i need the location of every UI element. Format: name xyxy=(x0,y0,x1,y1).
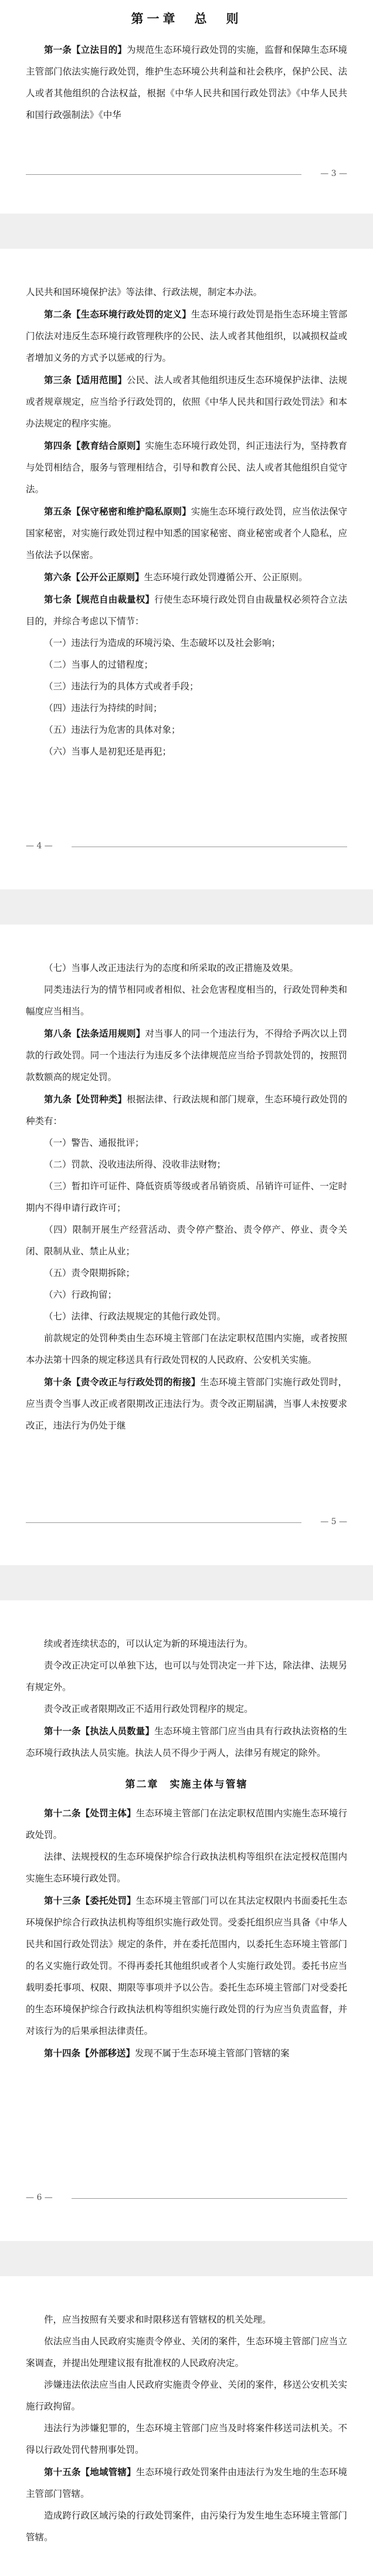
article-text: 责令改正或者限期改正不适用行政处罚程序的规定。 xyxy=(44,1704,253,1714)
article-paragraph xyxy=(26,588,347,632)
body-paragraph xyxy=(26,2418,347,2461)
chapter-title: 第一章 总 则 xyxy=(131,11,242,26)
article-text: （六）当事人是初犯还是再犯； xyxy=(44,746,172,757)
body-paragraph xyxy=(26,1306,347,1328)
article-paragraph xyxy=(26,1371,347,1437)
article-paragraph xyxy=(26,1720,347,1764)
article-heading: 第三条【适用范围】 xyxy=(44,374,127,385)
article-text: （四）限制开展生产经营活动、责令停产整治、责令停产、停业、责令关闭、限制从业、禁止从业； xyxy=(26,1224,347,1257)
article-heading: 第十五条【地域管辖】 xyxy=(44,2466,136,2477)
article-text: （三）违法行为的具体方式或者手段； xyxy=(44,681,199,692)
page-body xyxy=(26,282,347,763)
article-paragraph xyxy=(26,1802,347,1846)
body-paragraph xyxy=(26,2374,347,2418)
document-page-3 xyxy=(0,925,373,1565)
article-text: 实施生态环境行政处罚，应当依法保守国家秘密，对实施行政处罚过程中知悉的国家秘密、商业秘密或者个人隐私，应当依法予以保密。 xyxy=(26,506,347,560)
article-paragraph xyxy=(26,1023,347,1088)
page-body xyxy=(26,1633,347,1764)
document-page-4 xyxy=(0,1600,373,2241)
article-text: 生态环境行政处罚是指生态环境主管部门依法对违反生态环境行政管理秩序的公民、法人或者其他组织，以减损权益或者增加义务的方式予以惩戒的行为。 xyxy=(26,309,347,363)
article-heading: 第一条【立法目的】 xyxy=(44,44,127,55)
article-heading: 第六条【公开公正原则】 xyxy=(44,571,144,583)
article-paragraph xyxy=(26,1890,347,2042)
page-number: — 4 — xyxy=(26,841,53,851)
body-paragraph xyxy=(26,698,347,719)
article-heading: 第十一条【执法人员数量】 xyxy=(44,1725,155,1736)
body-paragraph xyxy=(26,1284,347,1306)
article-heading: 第十条【责令改正与行政处罚的衔接】 xyxy=(44,1376,201,1387)
body-paragraph xyxy=(26,282,347,303)
article-text: （一）警告、通报批评； xyxy=(44,1138,144,1148)
article-text: 公民、法人或者其他组织违反生态环境保护法律、法规或者规章规定，应当给予行政处罚的，依照《中华人民共和国行政处罚法》和本办法规定的程序实施。 xyxy=(26,375,347,429)
article-heading: 第二条【生态环境行政处罚的定义】 xyxy=(44,309,191,320)
body-paragraph xyxy=(26,632,347,654)
article-text: （四）违法行为持续的时间； xyxy=(44,703,162,713)
article-text: 同类违法行为的情节相同或者相似、社会危害程度相当的，行政处罚种类和幅度应当相当。 xyxy=(26,984,347,1017)
article-text: 人民共和国环境保护法》等法律、行政法规，制定本办法。 xyxy=(26,287,263,297)
article-paragraph xyxy=(26,369,347,435)
document-page-1 xyxy=(0,0,373,214)
body-paragraph xyxy=(26,979,347,1023)
page-number: — 5 — xyxy=(320,1517,347,1526)
article-text: 对当事人的同一个违法行为，不得给予两次以上罚款的行政处罚。同一个违法行为违反多个法律规范应当给予罚款处罚的，按照罚款数额高的规定处罚。 xyxy=(26,1028,347,1082)
body-paragraph xyxy=(26,1176,347,1219)
article-text: 前款规定的处罚种类由生态环境主管部门在法定职权范围内实施，或者按照本办法第十四条的规定移送具有行政处罚权的人民政府、公安机关实施。 xyxy=(26,1333,347,1365)
article-heading: 第四条【教育结合原则】 xyxy=(44,440,145,451)
article-text: 生态环境主管部门实施行政处罚时，应当责令当事人改正或者限期改正违法行为。责令改正期届满，当事人未按要求改正，违法行为仍处于继 xyxy=(26,1377,347,1431)
document-page-5 xyxy=(0,2276,373,2576)
body-paragraph xyxy=(26,2309,347,2331)
article-paragraph xyxy=(26,2042,347,2064)
article-text: 续或者连续状态的，可以认定为新的环境违法行为。 xyxy=(44,1639,253,1649)
body-paragraph xyxy=(26,1698,347,1720)
article-paragraph xyxy=(26,39,347,126)
body-paragraph xyxy=(26,2331,347,2374)
article-text: 发现不属于生态环境主管部门管辖的案 xyxy=(135,2048,290,2059)
article-text: （二）当事人的过错程度； xyxy=(44,659,154,670)
article-text: 生态环境行政处罚案件由违法行为发生地的生态环境主管部门管辖。 xyxy=(26,2467,347,2499)
article-paragraph xyxy=(26,2461,347,2505)
body-paragraph xyxy=(26,741,347,763)
article-paragraph xyxy=(26,500,347,566)
body-paragraph xyxy=(26,676,347,698)
article-heading: 第九条【处罚种类】 xyxy=(44,1094,127,1105)
article-text: 根据法律、行政法规和部门规章，生态环境行政处罚的种类有： xyxy=(26,1094,347,1126)
article-paragraph xyxy=(26,1088,347,1132)
page-number: — 6 — xyxy=(26,2193,53,2202)
article-heading: 第十二条【处罚主体】 xyxy=(44,1807,136,1819)
article-text: 生态环境主管部门在法定职权范围内实施生态环境行政处罚。 xyxy=(26,1808,347,1840)
body-paragraph xyxy=(26,1219,347,1262)
body-paragraph xyxy=(26,1846,347,1890)
article-text: （五）责令限期拆除； xyxy=(44,1268,135,1278)
article-text: 生态环境主管部门应当由具有行政执法资格的生态环境行政执法人员实施。执法人员不得少于两人，法律另有规定的除外。 xyxy=(26,1726,347,1758)
article-text: （五）违法行为危害的具体对象； xyxy=(44,725,181,735)
body-paragraph xyxy=(26,1154,347,1176)
article-text: （七）法律、行政法规规定的其他行政处罚。 xyxy=(44,1311,226,1322)
article-text: （七）当事人改正违法行为的态度和所采取的改正措施及效果。 xyxy=(44,963,299,973)
body-paragraph xyxy=(26,1633,347,1655)
article-text: （一）违法行为造成的环境污染、生态破坏以及社会影响； xyxy=(44,638,281,648)
article-paragraph xyxy=(26,566,347,588)
article-text: （三）暂扣许可证件、降低资质等级或者吊销资质、吊销许可证件、一定时期内不得申请行政许可； xyxy=(26,1181,347,1213)
page-body xyxy=(26,2309,347,2548)
article-text: 法律、法规授权的生态环境保护综合行政执法机构等组织在法定授权范围内实施生态环境行政处罚。 xyxy=(26,1851,347,1884)
article-text: 依法应当由人民政府实施责令停业、关闭的案件，生态环境主管部门应当立案调查，并提出处理建议报有批准权的人民政府决定。 xyxy=(26,2336,347,2368)
article-text: 责令改正决定可以单独下达，也可以与处罚决定一并下达，除法律、法规另有规定外。 xyxy=(26,1660,347,1692)
article-heading: 第十三条【委托处罚】 xyxy=(44,1895,136,1906)
page-number: — 3 — xyxy=(320,169,347,178)
body-paragraph xyxy=(26,1262,347,1284)
article-text: 生态环境主管部门可以在其法定权限内书面委托生态环境保护综合行政执法机构等组织实施行政处罚。受委托组织应当具备《中华人民共和国行政处罚法》规定的条件，并在委托范围内，以委托生态环境主管部门的名义实施行政处罚。不得再委托其他组织或者个人实施行政处罚。委托书应当载明委托事项、权限、期限等事项并予以公告。委托生态环境主管部门对受委托的生态环境保护综合行政执法机构等组织实施行政处罚的行为应当负责监督，并对该行为的后果承担法律责任。 xyxy=(26,1895,347,2036)
article-paragraph xyxy=(26,303,347,369)
article-text: （二）罚款、没收违法所得、没收非法财物； xyxy=(44,1159,226,1170)
body-paragraph xyxy=(26,1328,347,1371)
article-heading: 第八条【法条适用规则】 xyxy=(44,1028,145,1039)
article-paragraph xyxy=(26,435,347,500)
article-text: 行使生态环境行政处罚自由裁量权必须符合立法目的，并综合考虑以下情节： xyxy=(26,594,347,627)
article-text: 件，应当按照有关要求和时限移送有管辖权的机关处理。 xyxy=(44,2314,272,2325)
article-text: 为规范生态环境行政处罚的实施，监督和保障生态环境主管部门依法实施行政处罚，维护生态环境公共利益和社会秩序，保护公民、法人或者其他组织的合法权益，根据《中华人民共和国行政处罚法》《中华人民共和国行政强制法》《中华 xyxy=(26,45,347,120)
body-paragraph xyxy=(26,719,347,741)
document-page-2 xyxy=(0,249,373,889)
chapter-title: 第二章 实施主体与管辖 xyxy=(125,1779,248,1790)
page-body xyxy=(26,957,347,1437)
article-text: 违法行为涉嫌犯罪的，生态环境主管部门应当及时将案件移送司法机关。不得以行政处罚代替刑事处罚。 xyxy=(26,2423,347,2455)
body-paragraph xyxy=(26,2505,347,2548)
article-heading: 第五条【保守秘密和维护隐私原则】 xyxy=(44,506,191,517)
article-heading: 第七条【规范自由裁量权】 xyxy=(44,594,155,605)
article-text: 实施生态环境行政处罚，纠正违法行为，坚持教育与处罚相结合，服务与管理相结合，引导和教育公民、法人或者其他组织自觉守法。 xyxy=(26,441,347,495)
body-paragraph xyxy=(26,1132,347,1154)
body-paragraph xyxy=(26,957,347,979)
article-text: 生态环境行政处罚遵循公开、公正原则。 xyxy=(144,572,308,583)
article-heading: 第十四条【外部移送】 xyxy=(44,2047,135,2059)
article-text: （六）行政拘留； xyxy=(44,1289,117,1300)
body-paragraph xyxy=(26,654,347,676)
page-body xyxy=(26,1802,347,2064)
article-text: 造成跨行政区域污染的行政处罚案件，由污染行为发生地生态环境主管部门管辖。 xyxy=(26,2510,347,2543)
article-text: 涉嫌违法依法应当由人民政府实施责令停业、关闭的案件，移送公安机关实施行政拘留。 xyxy=(26,2379,347,2412)
body-paragraph xyxy=(26,1655,347,1698)
